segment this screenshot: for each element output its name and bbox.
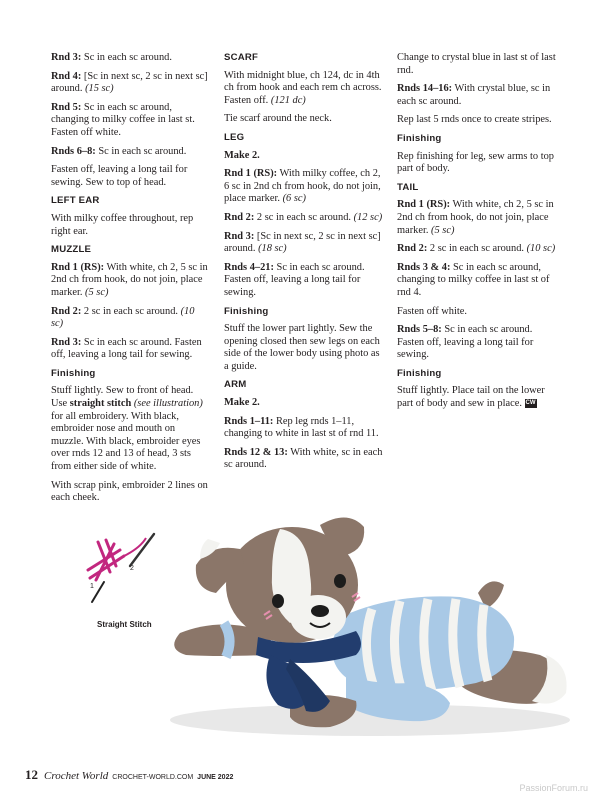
page-footer [25, 767, 233, 783]
paragraph: Rnds 3 & 4: Sc in each sc around, changing to milky coffee in last st of rnd 4. [397, 261, 550, 298]
muzzle [290, 595, 346, 639]
paragraph: Fasten off white. [397, 305, 467, 317]
crochet-dog-photo [160, 505, 580, 740]
paragraph: Rnd 1 (RS): With white, ch 2, 5 sc in 2nd ch from hook, do not join, place marker. (5 sc) [51, 261, 208, 298]
illustration-caption: Straight Stitch [97, 620, 152, 629]
issue-date: JUNE 2022 [197, 774, 234, 781]
paragraph: Rnds 6–8: Sc in each sc around. [51, 145, 187, 157]
paragraph: Rnds 12 & 13: With white, sc in each sc around. [224, 446, 383, 471]
step-number: 2 [130, 565, 134, 572]
paragraph: With scrap pink, embroider 2 lines on each cheek. [51, 479, 208, 504]
column-2 [224, 52, 384, 478]
column-3 [397, 52, 557, 417]
paragraph: Rnd 1 (RS): With milky coffee, ch 2, 6 sc in 2nd ch from hook, do not join, place marker. (6 sc) [224, 168, 381, 205]
paragraph: Stuff lightly. Place tail on the lower part of body and sew in place. CW [397, 385, 545, 410]
paragraph: Stuff lightly. Sew to front of head. Use straight stitch (see illustration) for all embroidery. With black, embroider nose and mouth on muzzle. With black, embroider eyes over rnds 12 and 13 of head, 3 sts from either side of white. [51, 385, 203, 473]
section-heading-scarf: SCARF [224, 52, 259, 63]
paragraph: Change to crystal blue in last st of last rnd. [397, 52, 556, 76]
nose [311, 605, 329, 617]
paragraph: Rnd 2: 2 sc in each sc around. (10 sc) [51, 305, 195, 330]
paragraph: Fasten off, leaving a long tail for sewing. Sew to top of head. [51, 164, 188, 188]
paragraph: Rnds 1–11: Rep leg rnds 1–11, changing to white in last st of rnd 11. [224, 415, 379, 440]
paragraph: Rnd 4: [Sc in next sc, 2 sc in next sc] around. (15 sc) [51, 70, 208, 95]
make-count: Make 2. [224, 149, 260, 161]
paragraph: With milky coffee throughout, rep right ear. [51, 212, 194, 237]
section-heading-muzzle: MUZZLE [51, 244, 92, 256]
magazine-title: Crochet World [44, 770, 109, 782]
paragraph: Tie scarf around the neck. [224, 113, 332, 125]
paragraph: Stuff the lower part lightly. Sew the opening closed then sew legs on each side of the lower body using photo as a guide. [224, 323, 380, 372]
section-heading-finishing: Finishing [51, 367, 96, 379]
section-heading-finishing: Finishing [397, 132, 442, 144]
sleeve-stripe [224, 623, 230, 657]
section-heading-arm: ARM [224, 379, 247, 391]
paragraph: Rnd 2: 2 sc in each sc around. (10 sc) [397, 243, 556, 255]
paragraph: Rnds 4–21: Sc in each sc around. Fasten off, leaving a long tail for sewing. [224, 261, 365, 298]
paragraph: Rnd 1 (RS): With white, ch 2, 5 sc in 2nd ch from hook, do not join, place marker. (5 sc) [397, 199, 554, 236]
website: CROCHET-WORLD.COM [112, 774, 194, 781]
section-heading-finishing: Finishing [397, 367, 442, 379]
column-1 [51, 52, 209, 511]
paragraph: Rep last 5 rnds once to create stripes. [397, 114, 552, 126]
yarn-tail [124, 538, 146, 556]
paragraph: Rnd 3: Sc in each sc around. Fasten off, leaving a long tail for sewing. [51, 336, 202, 361]
section-heading-tail: TAIL [397, 181, 419, 193]
eye [334, 574, 346, 588]
section-heading-finishing: Finishing [224, 305, 269, 317]
make-count: Make 2. [224, 397, 260, 409]
eye [272, 594, 284, 608]
section-heading-left-ear: LEFT EAR [51, 195, 100, 207]
paragraph: Rnd 3: Sc in each sc around. [51, 52, 172, 63]
end-of-article-mark: CW [525, 400, 536, 407]
paragraph: With midnight blue, ch 124, dc in 4th ch from hook and each rem ch across. Fasten off. (121 dc) [224, 69, 382, 106]
page-number: 12 [25, 767, 38, 782]
watermark: PassionForum.ru [519, 783, 588, 793]
step-number: 1 [90, 583, 94, 590]
section-heading-leg: LEG [224, 131, 245, 143]
paragraph: Rnds 5–8: Sc in each sc around. Fasten off, leaving a long tail for sewing. [397, 324, 534, 361]
paragraph: Rnd 5: Sc in each sc around, changing to milky coffee in last st. Fasten off white. [51, 101, 195, 138]
paragraph: Rep finishing for leg, sew arms to top part of body. [397, 150, 554, 175]
straight-stitch-illustration [80, 530, 160, 620]
paragraph: Rnds 14–16: With crystal blue, sc in each sc around. [397, 83, 551, 107]
paragraph: Rnd 3: [Sc in next sc, 2 sc in next sc] around. (18 sc) [224, 230, 381, 255]
paragraph: Rnd 2: 2 sc in each sc around. (12 sc) [224, 211, 383, 223]
